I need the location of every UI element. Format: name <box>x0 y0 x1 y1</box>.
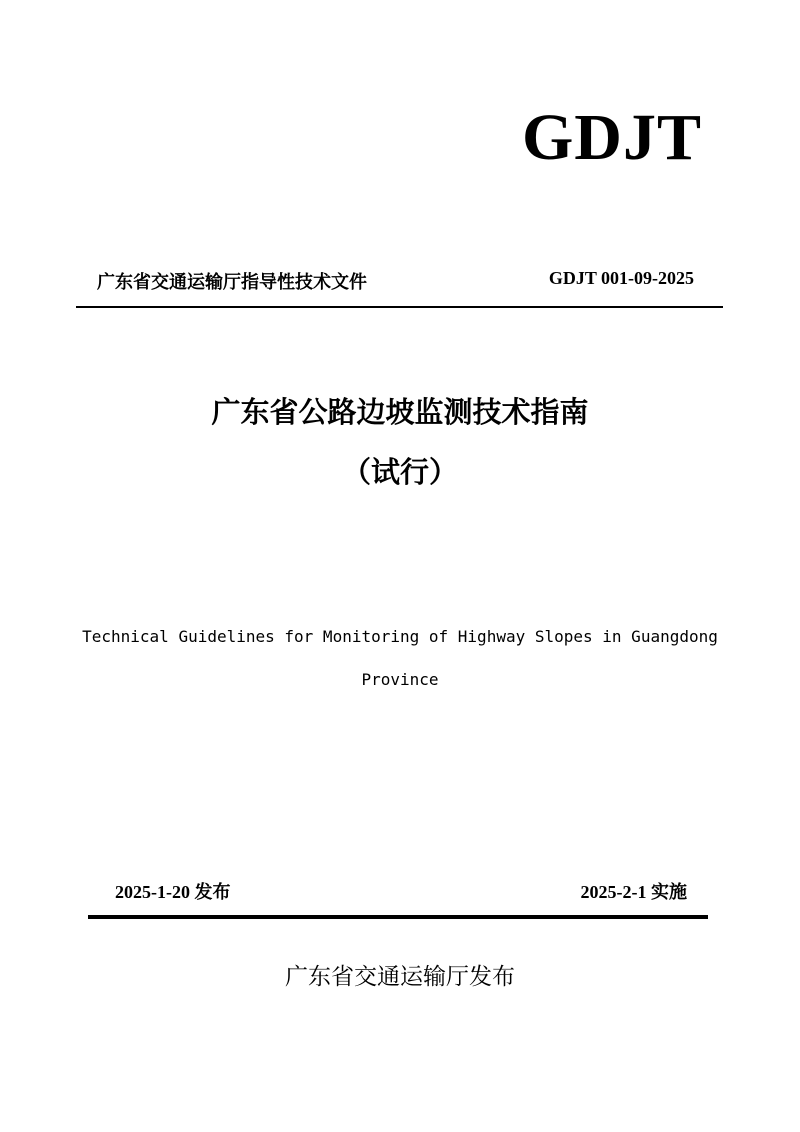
publisher: 广东省交通运输厅发布 <box>285 964 515 990</box>
effective-date: 2025-2-1 实施 <box>580 882 687 902</box>
document-code: GDJT 001-09-2025 <box>548 268 694 288</box>
publish-date: 2025-1-20 发布 <box>115 882 231 902</box>
document-title-zh: 广东省公路边坡监测技术指南 <box>211 395 589 429</box>
document-title-en-line2: Province <box>361 670 439 689</box>
footer-divider <box>88 915 708 919</box>
header-divider <box>76 306 723 308</box>
document-subtitle-zh: （试行） <box>341 455 458 489</box>
document-series-logo: GDJT <box>521 101 702 174</box>
document-title-en-line1: Technical Guidelines for Monitoring of Highway Slopes in Guangdong <box>82 627 718 646</box>
document-type-label: 广东省交通运输厅指导性技术文件 <box>97 272 367 293</box>
